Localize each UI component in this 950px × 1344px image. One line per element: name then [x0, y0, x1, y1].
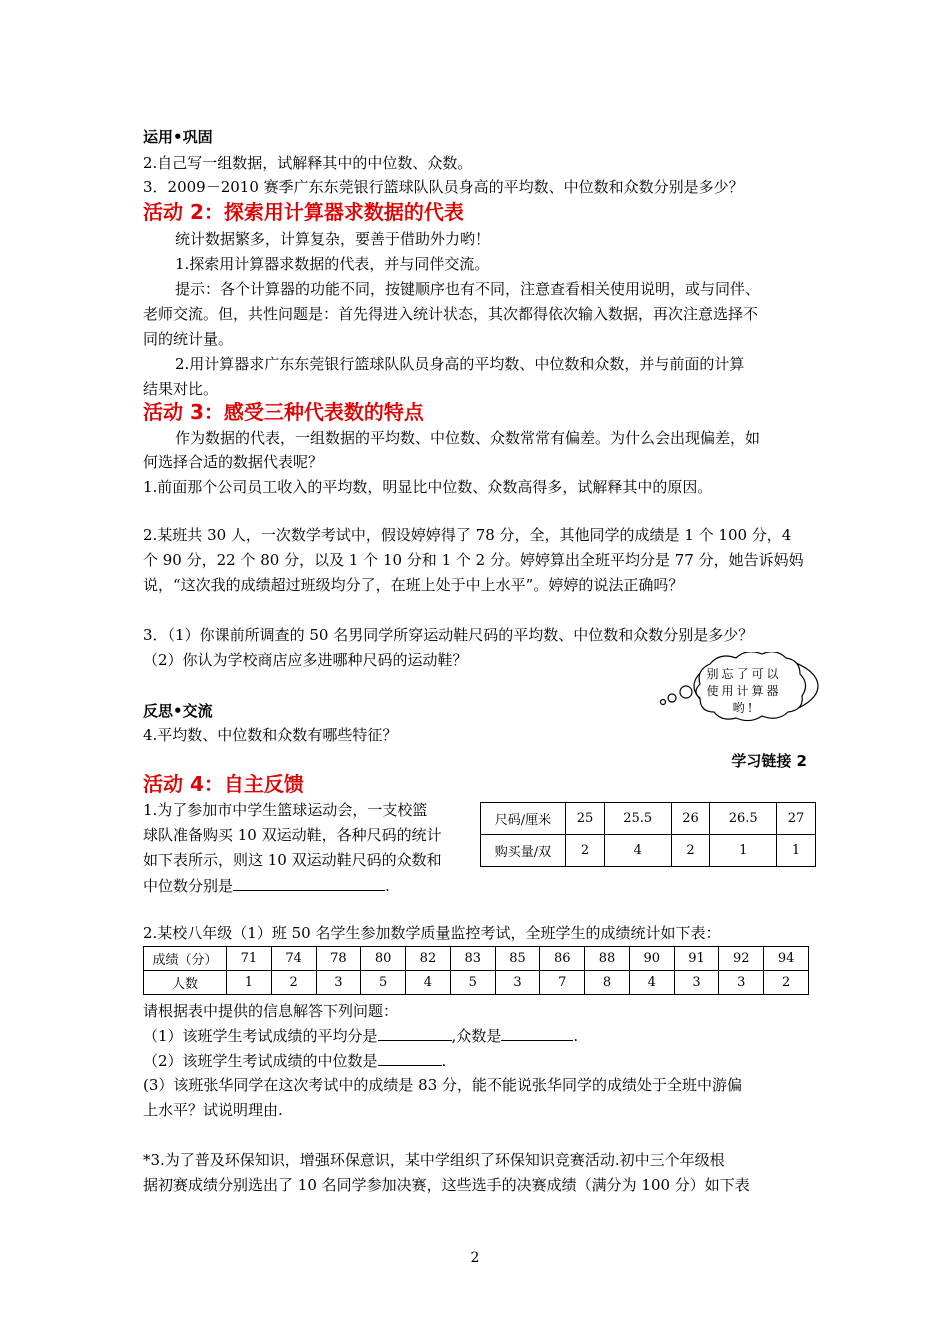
bubble-line-3: 哟!	[732, 701, 756, 715]
table-cell: 91	[674, 947, 719, 971]
activity-2-p2-line2: 结果对比。	[143, 380, 219, 398]
activity-2-intro: 统计数据繁多，计算复杂，要善于借助外力哟！	[175, 230, 491, 248]
table-cell: 80	[361, 947, 406, 971]
activity-4-q3-line2: 据初赛成绩分别选出了 10 名同学参加决赛，这些选手的决赛成绩（满分为 100 分）如下表	[143, 1176, 750, 1194]
table-row	[481, 803, 816, 835]
activity-4-title: 活动 4：自主反馈	[143, 772, 304, 796]
activity-4-q2-prompt: 请根据表中提供的信息解答下列问题：	[143, 1002, 399, 1020]
table-cell: 71	[227, 947, 272, 971]
activity-4-q1-line2: 球队准备购买 10 双运动鞋，各种尺码的统计	[143, 826, 442, 844]
table-cell: 1	[777, 835, 816, 867]
table-cell: 88	[585, 947, 630, 971]
table-cell: 3	[316, 971, 361, 995]
answer-blank-mode[interactable]	[501, 1025, 573, 1041]
activity-4-q3-line1: *3.为了普及环保知识，增强环保意识，某中学组织了环保知识竞赛活动.初中三个年级根	[143, 1151, 725, 1169]
table-cell: 27	[777, 803, 816, 835]
table-row	[144, 971, 809, 995]
activity-3-title: 活动 3：感受三种代表数的特点	[143, 400, 424, 424]
table-cell: 4	[604, 835, 671, 867]
activity-4-q1-line1: 1.为了参加市中学生篮球运动会，一支校篮	[143, 801, 428, 819]
table-cell: 2	[271, 971, 316, 995]
table-cell: 7	[540, 971, 585, 995]
activity-2-p2-line1: 2.用计算器求广东东莞银行篮球队队员身高的平均数、中位数和众数，并与前面的计算	[175, 355, 745, 373]
table-cell: 82	[406, 947, 451, 971]
q2-part2-text: （2）该班学生考试成绩的中位数是	[143, 1052, 378, 1070]
activity-4-q2-part3-line2: 上水平？试说明理由.	[143, 1101, 283, 1119]
activity-3-intro-line1: 作为数据的代表，一组数据的平均数、中位数、众数常常有偏差。为什么会出现偏差，如	[175, 429, 761, 447]
table-cell: 1	[227, 971, 272, 995]
activity-2-tip-line3: 同的统计量。	[143, 330, 234, 348]
table-cell: 尺码/厘米	[481, 803, 566, 835]
table-cell: 25	[566, 803, 605, 835]
activity-3-intro-line2: 何选择合适的数据代表呢？	[143, 453, 324, 471]
table-cell: 1	[710, 835, 777, 867]
activity-3-q2-line3: 说，“这次我的成绩超过班级均分了，在班上处于中上水平”。婷婷的说法正确吗？	[143, 576, 684, 594]
activity-2-tip-line2: 老师交流。但，共性问题是：首先得进入统计状态，其次都得依次输入数据，再次注意选择不	[143, 305, 759, 323]
table-cell: 90	[629, 947, 674, 971]
question-3: 3．2009－2010 赛季广东东莞银行篮球队队员身高的平均数、中位数和众数分别是多少？	[143, 178, 744, 196]
table-cell: 5	[450, 971, 495, 995]
answer-blank-average[interactable]	[378, 1025, 452, 1041]
table-row	[144, 947, 809, 971]
score-table	[143, 946, 809, 995]
table-cell: 2	[764, 971, 809, 995]
activity-2-title: 活动 2：探索用计算器求数据的代表	[143, 200, 464, 224]
table-cell: 3	[495, 971, 540, 995]
table-cell: 26.5	[710, 803, 777, 835]
shoe-size-table	[480, 802, 816, 867]
table-cell: 3	[674, 971, 719, 995]
q1-line4-text: 中位数分别是	[143, 877, 234, 895]
activity-4-q2-part2	[143, 1050, 446, 1071]
q2-part1-mid: ,众数是	[451, 1027, 502, 1045]
study-link: 学习链接 2	[731, 752, 807, 770]
activity-3-q2-line2: 个 90 分，22 个 80 分，以及 1 个 10 分和 1 个 2 分。婷婷算出全班平均分是 77 分，她告诉妈妈	[143, 551, 804, 569]
activity-3-q3-line1: 3．（1）你课前所调查的 50 名男同学所穿运动鞋尺码的平均数、中位数和众数分别是多少？	[143, 626, 754, 644]
q2-part2-end: .	[441, 1052, 447, 1070]
table-cell: 26	[671, 803, 710, 835]
table-cell: 85	[495, 947, 540, 971]
table-row	[481, 835, 816, 867]
answer-blank-median[interactable]	[378, 1050, 442, 1066]
activity-2-tip-line1: 提示：各个计算器的功能不同，按键顺序也有不同，注意查看相关使用说明，或与同伴、	[175, 280, 761, 298]
bubble-line-1: 别忘了可以	[706, 667, 782, 681]
table-cell: 4	[629, 971, 674, 995]
reflect-q4: 4.平均数、中位数和众数有哪些特征？	[143, 726, 398, 744]
table-cell: 5	[361, 971, 406, 995]
table-cell: 83	[450, 947, 495, 971]
table-cell: 2	[671, 835, 710, 867]
table-cell: 4	[406, 971, 451, 995]
activity-4-q1-line4	[143, 875, 390, 896]
table-cell: 3	[719, 971, 764, 995]
table-cell: 购买量/双	[481, 835, 566, 867]
table-cell: 92	[719, 947, 764, 971]
activity-3-q1: 1.前面那个公司员工收入的平均数，明显比中位数、众数高得多，试解释其中的原因。	[143, 478, 713, 496]
activity-4-q2-intro: 2.某校八年级（1）班 50 名学生参加数学质量监控考试，全班学生的成绩统计如下表：	[143, 924, 721, 942]
activity-4-q2-part3-line1: (3）该班张华同学在这次考试中的成绩是 83 分，能不能说张华同学的成绩处于全班中游偏	[143, 1076, 743, 1094]
table-cell: 74	[271, 947, 316, 971]
q2-part1-text: （1）该班学生考试成绩的平均分是	[143, 1027, 378, 1045]
activity-4-q2-part1	[143, 1025, 578, 1046]
bubble-text	[688, 666, 800, 717]
activity-3-q3-line2: （2）你认为学校商店应多进哪种尺码的运动鞋？	[143, 651, 468, 669]
table-cell: 25.5	[604, 803, 671, 835]
activity-4-q1-line3: 如下表所示，则这 10 双运动鞋尺码的众数和	[143, 851, 442, 869]
section-title-apply: 运用•巩固	[143, 128, 213, 146]
table-cell: 86	[540, 947, 585, 971]
answer-blank-shoe[interactable]	[233, 875, 385, 891]
table-cell: 8	[585, 971, 630, 995]
bubble-line-2: 使用计算器	[706, 684, 782, 698]
table-cell: 人数	[144, 971, 227, 995]
section-title-reflect: 反思•交流	[143, 702, 213, 720]
table-cell: 2	[566, 835, 605, 867]
activity-3-q2-line1: 2.某班共 30 人，一次数学考试中，假设婷婷得了 78 分，全，其他同学的成绩是 1 个 100 分，4	[143, 526, 792, 544]
q1-line4-end: .	[385, 877, 390, 895]
activity-2-p1: 1.探索用计算器求数据的代表，并与同伴交流。	[175, 255, 490, 273]
table-cell: 78	[316, 947, 361, 971]
page-number: 2	[470, 1250, 480, 1266]
table-cell: 成绩（分）	[144, 947, 227, 971]
table-cell: 94	[764, 947, 809, 971]
q2-part1-end: .	[573, 1027, 579, 1045]
question-2: 2.自己写一组数据，试解释其中的中位数、众数。	[143, 154, 473, 172]
